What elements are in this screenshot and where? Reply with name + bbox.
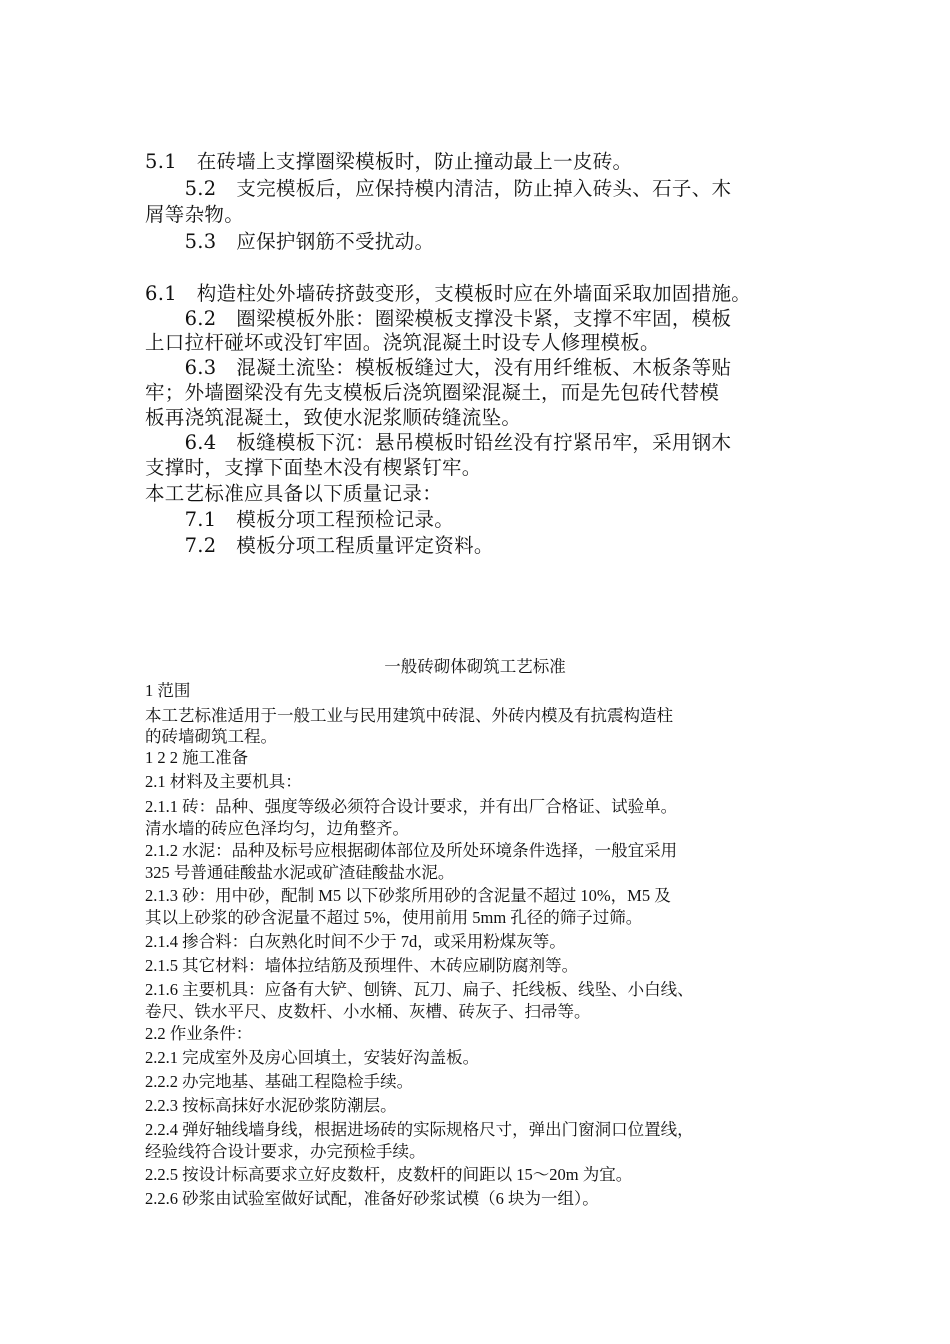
text-line: 2.1 材料及主要机具： bbox=[145, 772, 302, 791]
text-line: 2.2.2 办完地基、基础工程隐检手续。 bbox=[145, 1072, 414, 1091]
document-title: 一般砖砌体砌筑工艺标准 bbox=[384, 657, 566, 676]
text-line: 的砖墙砌筑工程。 bbox=[145, 727, 277, 746]
text-line: 2.1.5 其它材料：墙体拉结筋及预埋件、木砖应刷防腐剂等。 bbox=[145, 956, 579, 975]
text-line: 2.2.5 按设计标高要求立好皮数杆，皮数杆的间距以 15～20m 为宜。 bbox=[145, 1165, 633, 1184]
text-line: 5.1 在砖墙上支撑圈梁模板时，防止撞动最上一皮砖。 bbox=[145, 150, 633, 173]
text-line: 经验线符合设计要求，办完预检手续。 bbox=[145, 1142, 426, 1161]
text-line: 6.4 板缝模板下沉：悬吊模板时铅丝没有拧紧吊牢，采用钢木 bbox=[145, 431, 732, 454]
text-line: 上口拉杆碰坏或没钉牢固。浇筑混凝土时设专人修理模板。 bbox=[145, 331, 660, 354]
text-line: 2.2.6 砂浆由试验室做好试配，准备好砂浆试模（6 块为一组）。 bbox=[145, 1189, 599, 1208]
text-line: 本工艺标准应具备以下质量记录： bbox=[145, 482, 443, 505]
text-line: 本工艺标准适用于一般工业与民用建筑中砖混、外砖内模及有抗震构造柱 bbox=[145, 706, 673, 725]
text-line: 屑等杂物。 bbox=[145, 203, 245, 226]
text-line: 2.2 作业条件： bbox=[145, 1024, 253, 1043]
text-line: 其以上砂浆的砂含泥量不超过 5%，使用前用 5mm 孔径的筛子过筛。 bbox=[145, 908, 643, 927]
text-line: 325 号普通硅酸盐水泥或矿渣硅酸盐水泥。 bbox=[145, 863, 455, 882]
text-line: 2.1.1 砖：品种、强度等级必须符合设计要求，并有出厂合格证、试验单。 bbox=[145, 797, 678, 816]
text-line: 支撑时，支撑下面垫木没有楔紧钉牢。 bbox=[145, 456, 482, 479]
text-line: 2.2.3 按标高抹好水泥砂浆防潮层。 bbox=[145, 1096, 397, 1115]
text-line: 6.1 构造柱处外墙砖挤鼓变形，支模板时应在外墙面采取加固措施。 bbox=[145, 282, 752, 305]
text-line: 5.2 支完模板后，应保持模内清洁，防止掉入砖头、石子、木 bbox=[145, 177, 732, 200]
text-line: 2.2.4 弹好轴线墙身线，根据进场砖的实际规格尺寸，弹出门窗洞口位置线， bbox=[145, 1120, 694, 1139]
section-heading: 1 范围 bbox=[145, 681, 191, 700]
text-line: 牢；外墙圈梁没有先支模板后浇筑圈梁混凝土，而是先包砖代替模 bbox=[145, 381, 720, 404]
text-line: 2.1.4 掺合料：白灰熟化时间不少于 7d，或采用粉煤灰等。 bbox=[145, 932, 566, 951]
text-line: 板再浇筑混凝土，致使水泥浆顺砖缝流坠。 bbox=[145, 406, 522, 429]
text-line: 2.2.1 完成室外及房心回填土，安装好沟盖板。 bbox=[145, 1048, 480, 1067]
text-line: 卷尺、铁水平尺、皮数杆、小水桶、灰槽、砖灰子、扫帚等。 bbox=[145, 1002, 591, 1021]
text-line: 2.1.3 砂：用中砂，配制 M5 以下砂浆所用砂的含泥量不超过 10%，M5 及 bbox=[145, 886, 671, 905]
text-line: 6.3 混凝土流坠：模板板缝过大，没有用纤维板、木板条等贴 bbox=[145, 356, 732, 379]
text-line: 2.1.6 主要机具：应备有大铲、刨锛、瓦刀、扁子、托线板、线坠、小白线、 bbox=[145, 980, 694, 999]
text-line: 清水墙的砖应色泽均匀，边角整齐。 bbox=[145, 819, 409, 838]
text-line: 6.2 圈梁模板外胀：圈梁模板支撑没卡紧，支撑不牢固，模板 bbox=[145, 307, 732, 330]
text-line: 2.1.2 水泥：品种及标号应根据砌体部位及所处环境条件选择，一般宜采用 bbox=[145, 841, 678, 860]
text-line: 7.1 模板分项工程预检记录。 bbox=[145, 508, 455, 531]
text-line: 5.3 应保护钢筋不受扰动。 bbox=[145, 230, 435, 253]
text-line: 7.2 模板分项工程质量评定资料。 bbox=[145, 534, 494, 557]
section-heading: 1 2 2 施工准备 bbox=[145, 748, 249, 767]
